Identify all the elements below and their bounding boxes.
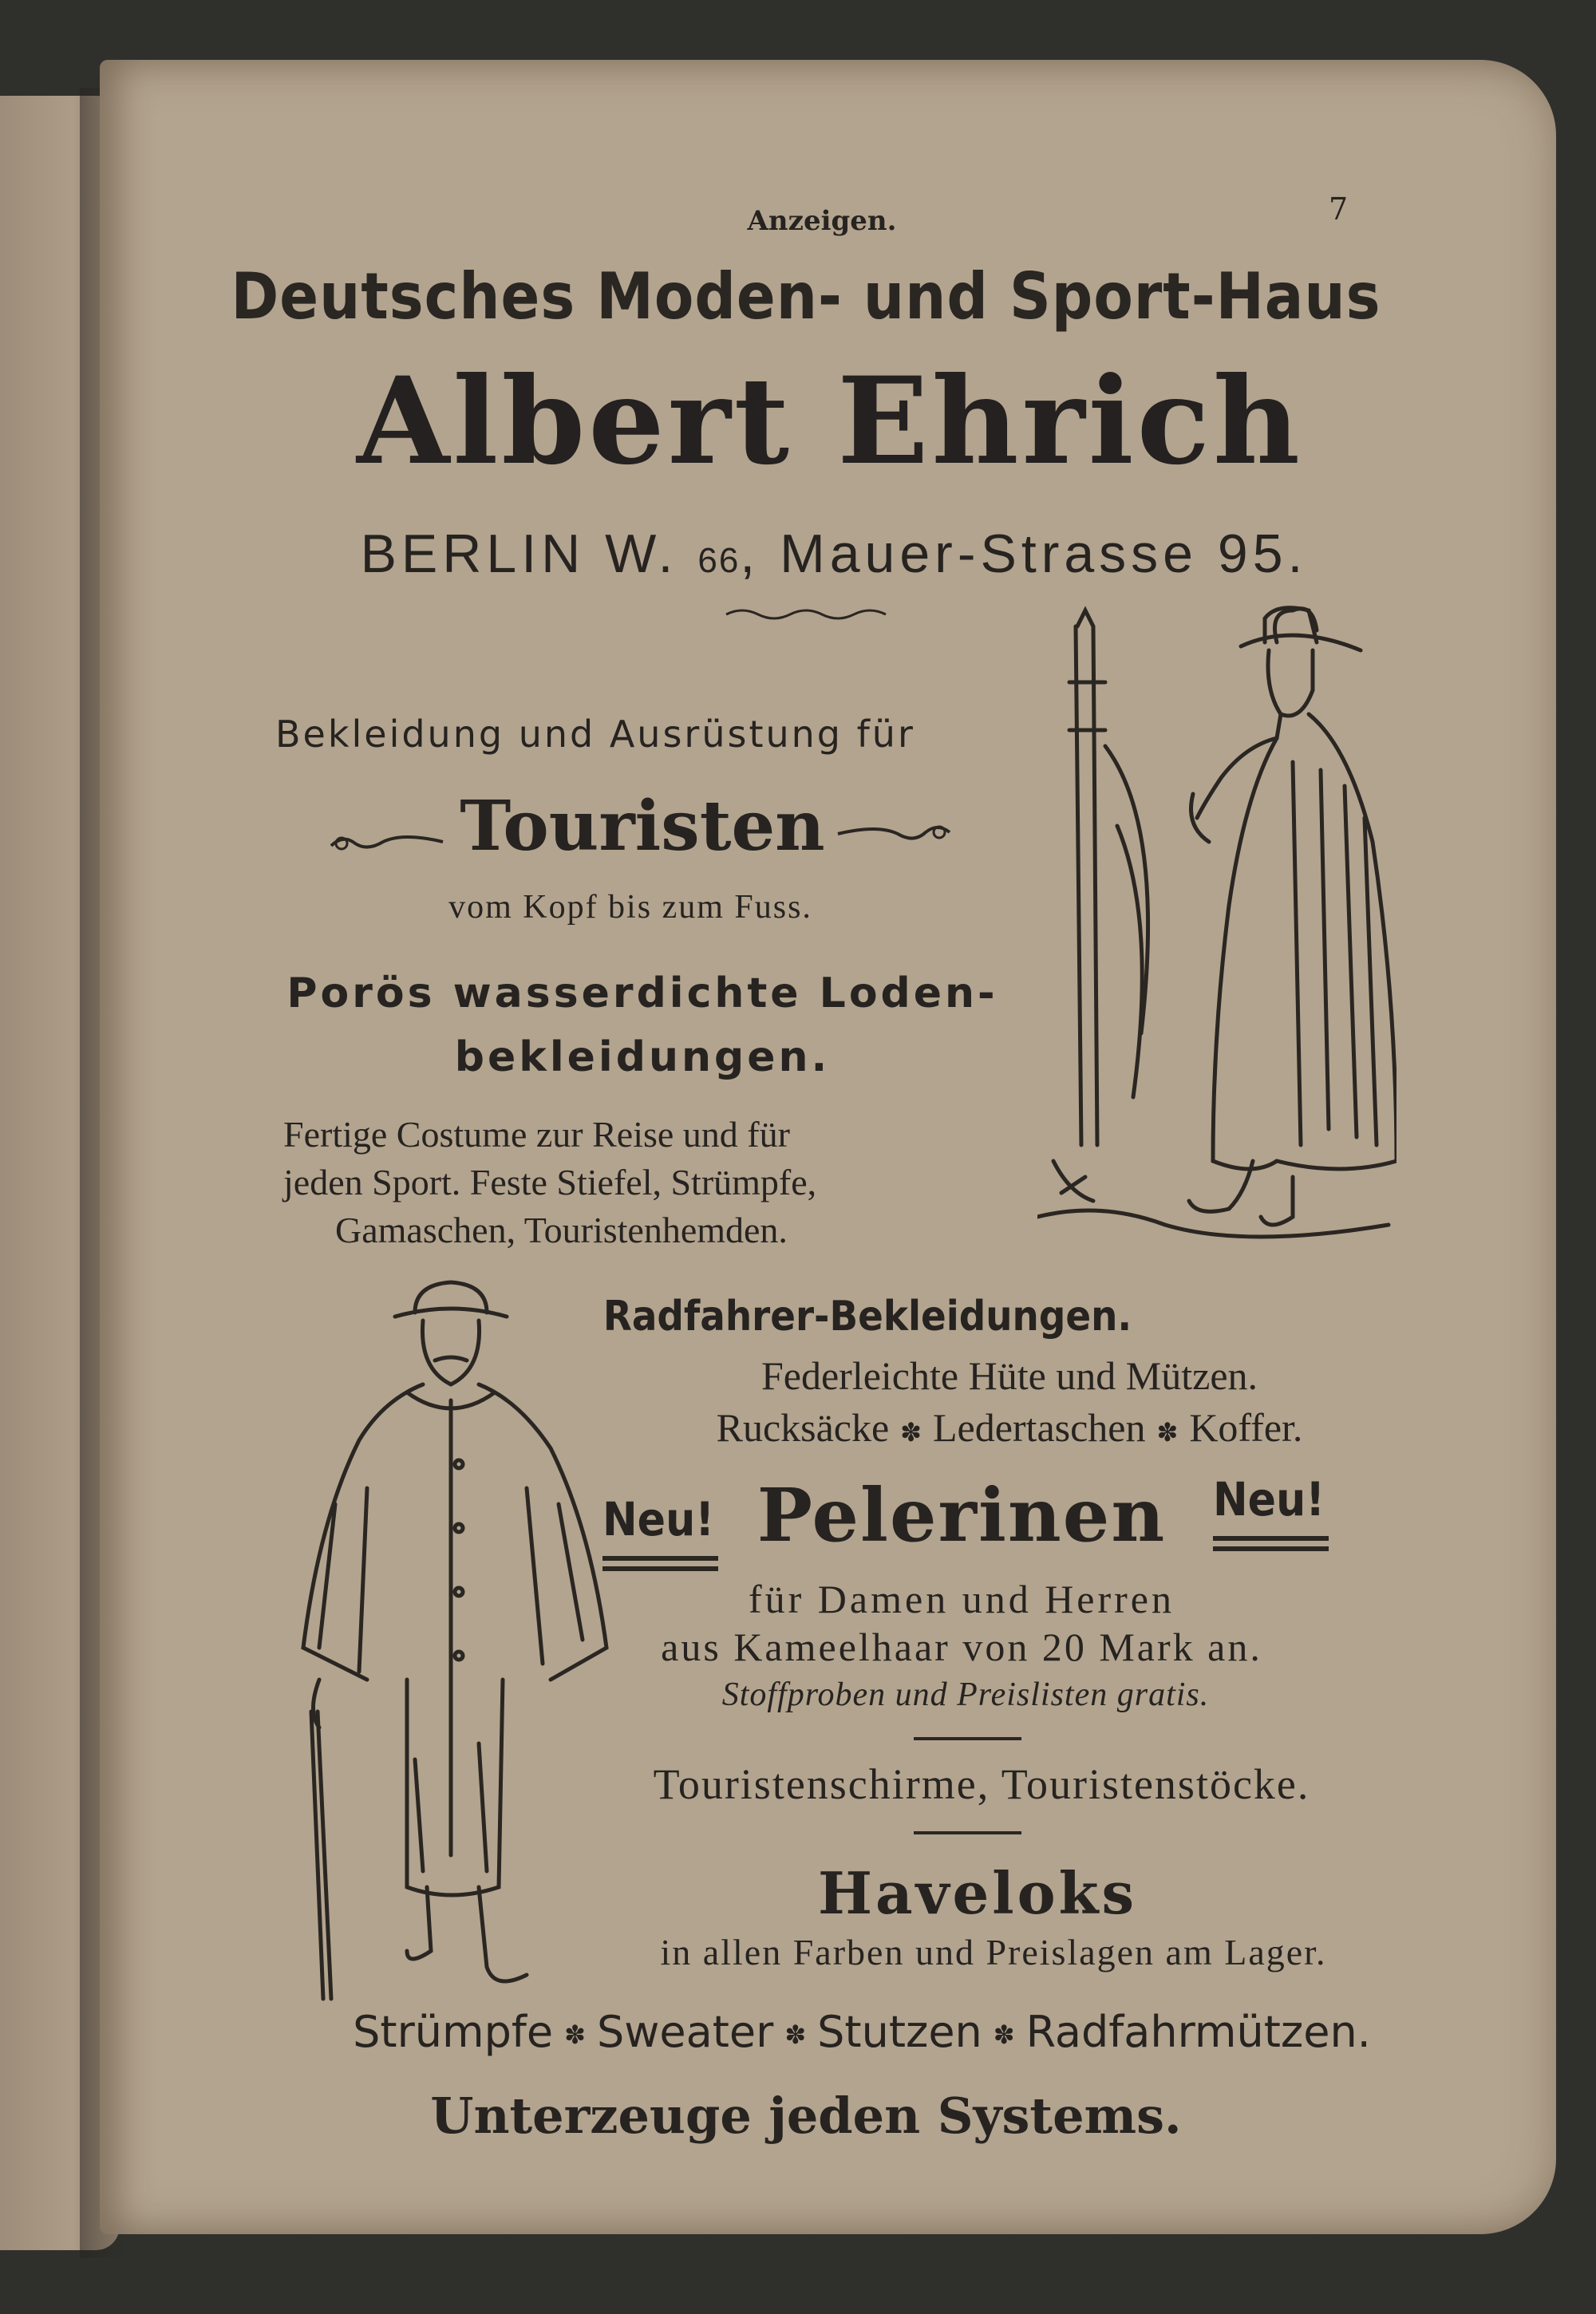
costume-line-3: Gamaschen, Touristenhemden. (335, 1210, 788, 1250)
ledertaschen-label: Ledertaschen (932, 1405, 1146, 1450)
unterzeuge-line: Unterzeuge jeden Systems. (430, 2087, 1182, 2145)
short-divider-2 (914, 1831, 1021, 1834)
neu-underline-right-bottom (1213, 1546, 1329, 1551)
accessories-line: Touristenschirme, Touristenstöcke. (653, 1760, 1310, 1808)
hats-line: Federleichte Hüte und Mützen. (760, 1353, 1258, 1398)
neu-underline-right-top (1213, 1536, 1329, 1541)
page-header-label: Anzeigen. (747, 205, 897, 237)
asterisk-separator-icon: ✽ (1156, 1417, 1179, 1447)
woman-in-cape-illustration (1037, 586, 1396, 1352)
asterisk-separator-icon: ✽ (993, 2020, 1015, 2051)
costume-line-2: jeden Sport. Feste Stiefel, Strümpfe, (283, 1162, 817, 1202)
asterisk-separator-icon: ✽ (564, 2020, 586, 2051)
rucksaecke-label: Rucksäcke (716, 1405, 890, 1450)
page-number: 7 (1329, 192, 1349, 227)
haveloks-title: Haveloks (817, 1859, 1138, 1927)
tourist-intro: Bekleidung und Ausrüstung für (275, 713, 915, 756)
footer-items-line (353, 2007, 1371, 2057)
right-flourish-icon (834, 818, 954, 850)
costume-line-1: Fertige Costume zur Reise und für (283, 1114, 790, 1155)
touristen-title: Touristen (460, 786, 825, 867)
neu-badge-left: Neu! (602, 1492, 715, 1546)
left-flourish-icon (327, 826, 447, 858)
pelerinen-audience: für Damen und Herren (749, 1577, 1175, 1621)
radfahrmuetzen-label: Radfahrmützen. (1025, 2007, 1371, 2057)
loden-line-1: Porös wasserdichte Loden- (286, 969, 998, 1017)
pelerinen-samples-note: Stoffproben und Preislisten gratis. (721, 1676, 1210, 1713)
wavy-divider (722, 602, 898, 626)
radfahrer-title: Radfahrer-Bekleidungen. (602, 1293, 1132, 1341)
asterisk-separator-icon: ✽ (784, 2020, 807, 2051)
koffer-label: Koffer. (1189, 1405, 1303, 1450)
sweater-label: Sweater (596, 2007, 774, 2057)
short-divider-1 (914, 1737, 1021, 1740)
pelerinen-title: Pelerinen (757, 1472, 1167, 1558)
address-district: 66 (697, 541, 741, 580)
advertisement-page (100, 60, 1556, 2234)
touristen-subtitle: vom Kopf bis zum Fuss. (448, 889, 812, 926)
haveloks-line: in allen Farben und Preislagen am Lager. (660, 1932, 1327, 1972)
address-street: , Mauer-Strasse 95. (740, 523, 1308, 584)
bags-line (717, 1404, 1303, 1451)
store-headline: Deutsches Moden- und Sport-Haus (231, 259, 1381, 334)
loden-line-2: bekleidungen. (454, 1033, 831, 1081)
stutzen-label: Stutzen (817, 2007, 982, 2057)
company-name: Albert Ehrich (356, 351, 1304, 492)
address-city: BERLIN W. (360, 523, 678, 584)
man-in-havelock-illustration (287, 1265, 662, 2007)
asterisk-separator-icon: ✽ (900, 1417, 922, 1447)
neu-badge-right: Neu! (1213, 1472, 1325, 1526)
pelerinen-price: aus Kameelhaar von 20 Mark an. (661, 1625, 1262, 1669)
store-address (361, 523, 1308, 585)
struempfe-label: Strümpfe (353, 2007, 554, 2057)
